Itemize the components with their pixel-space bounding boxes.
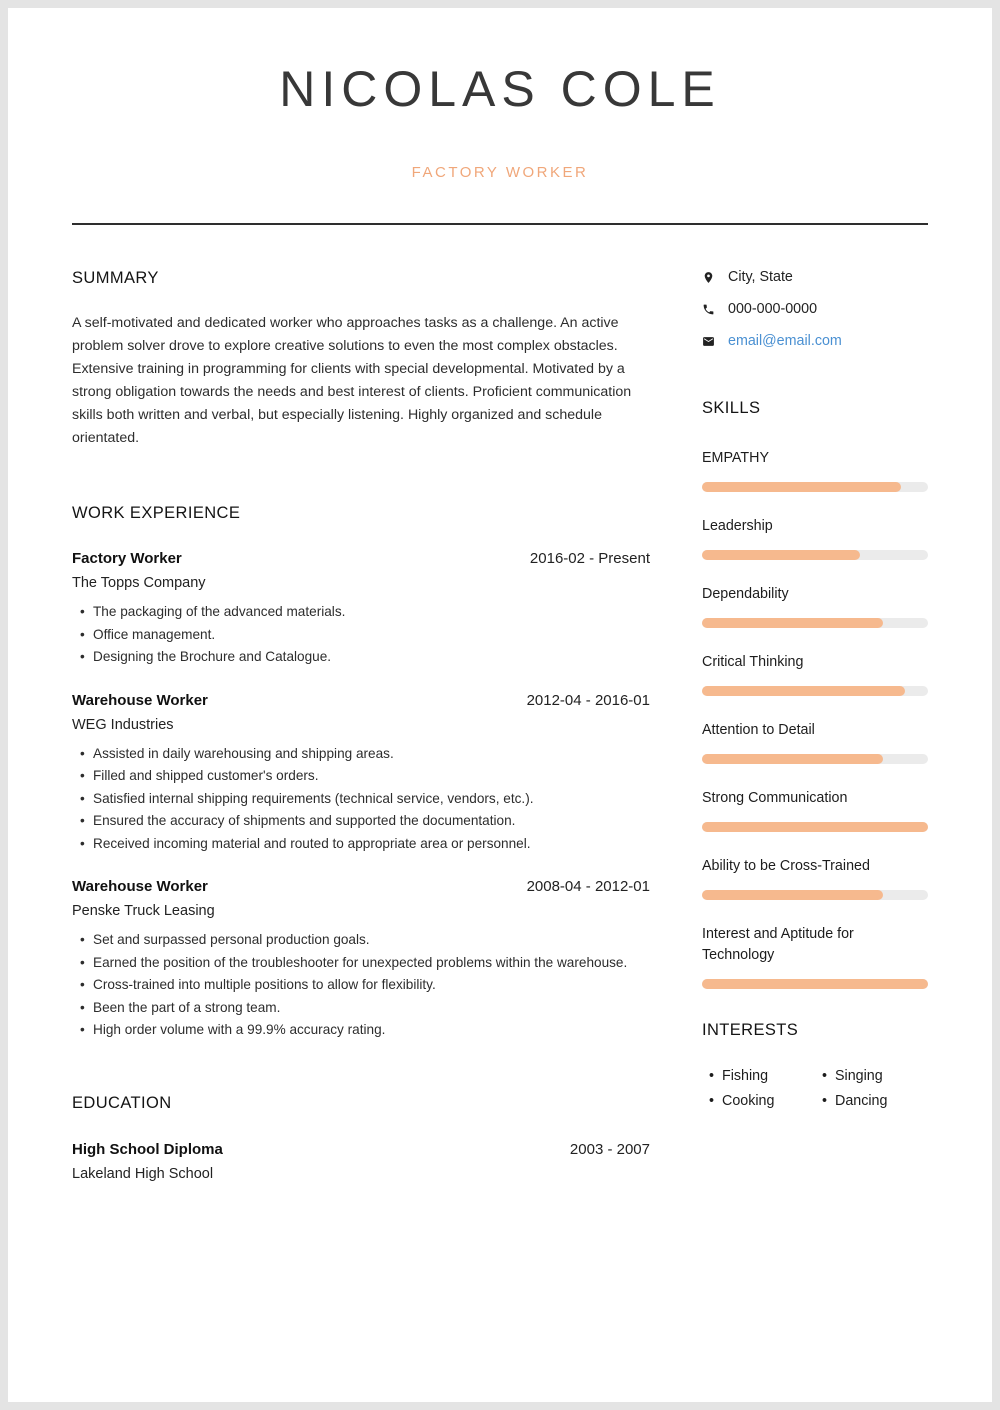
- job-company: The Topps Company: [72, 575, 206, 591]
- skill-item: [702, 448, 928, 492]
- job-bullet: • Office management.: [93, 627, 650, 643]
- job-company: WEG Industries: [72, 716, 174, 733]
- header: [72, 8, 928, 225]
- skill-bar-fill: [702, 618, 883, 628]
- education-school: Lakeland High School: [72, 1165, 214, 1182]
- skill-bar-fill: [702, 822, 928, 832]
- skills-section: [702, 399, 928, 989]
- skill-label: Dependability: [702, 586, 789, 602]
- main-column: [72, 269, 650, 1182]
- job-bullet: • Designing the Brochure and Catalogue.: [93, 649, 650, 665]
- job-header: [72, 550, 650, 567]
- job-bullet: • Ensured the accuracy of shipments and supported the documentation.: [93, 813, 650, 829]
- skill-item: [702, 584, 928, 628]
- skill-label: EMPATHY: [702, 450, 769, 466]
- work-experience-section: [72, 504, 650, 1038]
- job-bullet: • Satisfied internal shipping requirements (technical service, vendors, etc.).: [93, 791, 650, 807]
- location-pin-icon: [702, 271, 717, 284]
- interest-item: • Singing: [835, 1068, 928, 1084]
- skill-bar-track: [702, 686, 928, 696]
- skill-label: Critical Thinking: [702, 654, 804, 670]
- job-header: [72, 878, 650, 895]
- email-link[interactable]: email@email.com: [728, 333, 842, 349]
- interests-section: [702, 1021, 928, 1118]
- skill-item: [702, 720, 928, 764]
- job-entry: [72, 878, 650, 1038]
- job-bullet-list: [72, 746, 650, 852]
- skill-bar-fill: [702, 686, 905, 696]
- skill-label: Ability to be Cross-Trained: [702, 858, 870, 874]
- interests-column: [815, 1068, 928, 1118]
- email-envelope-icon: [702, 335, 717, 348]
- job-title: Factory Worker: [72, 550, 182, 567]
- education-section: [72, 1094, 650, 1182]
- sidebar: [702, 269, 928, 1182]
- job-dates: 2012-04 - 2016-01: [526, 691, 650, 709]
- job-bullet: • Received incoming material and routed to appropriate area or personnel.: [93, 836, 650, 852]
- job-company: Penske Truck Leasing: [72, 903, 215, 919]
- phone-icon: [702, 303, 717, 316]
- skill-bar-fill: [702, 482, 901, 492]
- contact-phone: [702, 301, 928, 317]
- education-heading: EDUCATION: [72, 1093, 172, 1112]
- summary-section: [72, 269, 650, 450]
- job-dates: 2008-04 - 2012-01: [526, 878, 650, 895]
- skill-item: [702, 788, 928, 832]
- skill-bar-track: [702, 822, 928, 832]
- skill-bar-track: [702, 890, 928, 900]
- skill-bar-track: [702, 754, 928, 764]
- header-divider: [72, 223, 928, 225]
- job-bullet: • Set and surpassed personal production goals.: [93, 932, 650, 948]
- job-entry: [72, 692, 650, 852]
- skill-item: [702, 856, 928, 900]
- education-dates: 2003 - 2007: [569, 1140, 650, 1158]
- job-bullet: • High order volume with a 99.9% accuracy rating.: [93, 1022, 650, 1038]
- job-bullet: • The packaging of the advanced materials.: [93, 604, 650, 620]
- skill-label: Attention to Detail: [702, 722, 815, 738]
- interest-item: • Fishing: [722, 1068, 815, 1084]
- skills-heading: SKILLS: [702, 399, 761, 417]
- job-bullet: • Cross-trained into multiple positions to allow for flexibility.: [93, 977, 650, 993]
- location-text: City, State: [728, 269, 793, 285]
- summary-heading: SUMMARY: [72, 269, 159, 287]
- education-header: [72, 1141, 650, 1158]
- skill-item: [702, 652, 928, 696]
- job-bullet-list: [72, 932, 650, 1038]
- skill-label: Leadership: [702, 518, 773, 534]
- phone-text: 000-000-0000: [728, 301, 818, 317]
- education-entry: [72, 1141, 650, 1182]
- interest-item: • Cooking: [722, 1093, 815, 1109]
- job-bullet: • Earned the position of the troubleshooter for unexpected problems within the warehouse.: [93, 955, 650, 971]
- education-degree: High School Diploma: [72, 1140, 223, 1158]
- skill-bar-fill: [702, 979, 928, 989]
- contact-email: [702, 333, 928, 349]
- skill-label: Interest and Aptitude for Technology: [702, 926, 854, 963]
- skill-item: [702, 516, 928, 560]
- skill-bar-track: [702, 482, 928, 492]
- work-experience-heading: WORK EXPERIENCE: [72, 504, 241, 522]
- job-dates: 2016-02 - Present: [529, 550, 650, 567]
- job-bullet: • Assisted in daily warehousing and shipping areas.: [93, 746, 650, 762]
- skill-item: [702, 924, 928, 989]
- summary-text: A self-motivated and dedicated worker who approaches tasks as a challenge. An active problem solver drove to explore creative solutions to even the most complex obstacles. Extensive training in programming for clients with special developmental. Motivated by a strong obligation towards the needs and best interest of clients. Proficient communication skills both written and verbal, but especially listening. Highly organized and schedule orientated.: [72, 315, 632, 446]
- interests-heading: INTERESTS: [702, 1021, 799, 1039]
- resume-page: [8, 8, 992, 1402]
- job-title: Warehouse Worker: [72, 878, 208, 895]
- skill-label: Strong Communication: [702, 790, 848, 806]
- job-bullet: • Been the part of a strong team.: [93, 1000, 650, 1016]
- job-title: Warehouse Worker: [72, 691, 208, 709]
- skill-bar-track: [702, 618, 928, 628]
- skills-list: [702, 448, 928, 989]
- person-job-title: FACTORY WORKER: [411, 164, 589, 181]
- skill-bar-fill: [702, 550, 860, 560]
- interests-columns: [702, 1068, 928, 1118]
- skill-bar-fill: [702, 890, 883, 900]
- contact-block: [702, 269, 928, 349]
- job-bullet: • Filled and shipped customer's orders.: [93, 768, 650, 784]
- skill-bar-track: [702, 979, 928, 989]
- interests-column: [702, 1068, 815, 1118]
- job-bullet-list: [72, 604, 650, 665]
- skill-bar-track: [702, 550, 928, 560]
- contact-location: [702, 269, 928, 285]
- skill-bar-fill: [702, 754, 883, 764]
- interest-item: • Dancing: [835, 1093, 928, 1109]
- job-entry: [72, 550, 650, 665]
- job-header: [72, 692, 650, 709]
- person-name: NICOLAS COLE: [279, 61, 721, 117]
